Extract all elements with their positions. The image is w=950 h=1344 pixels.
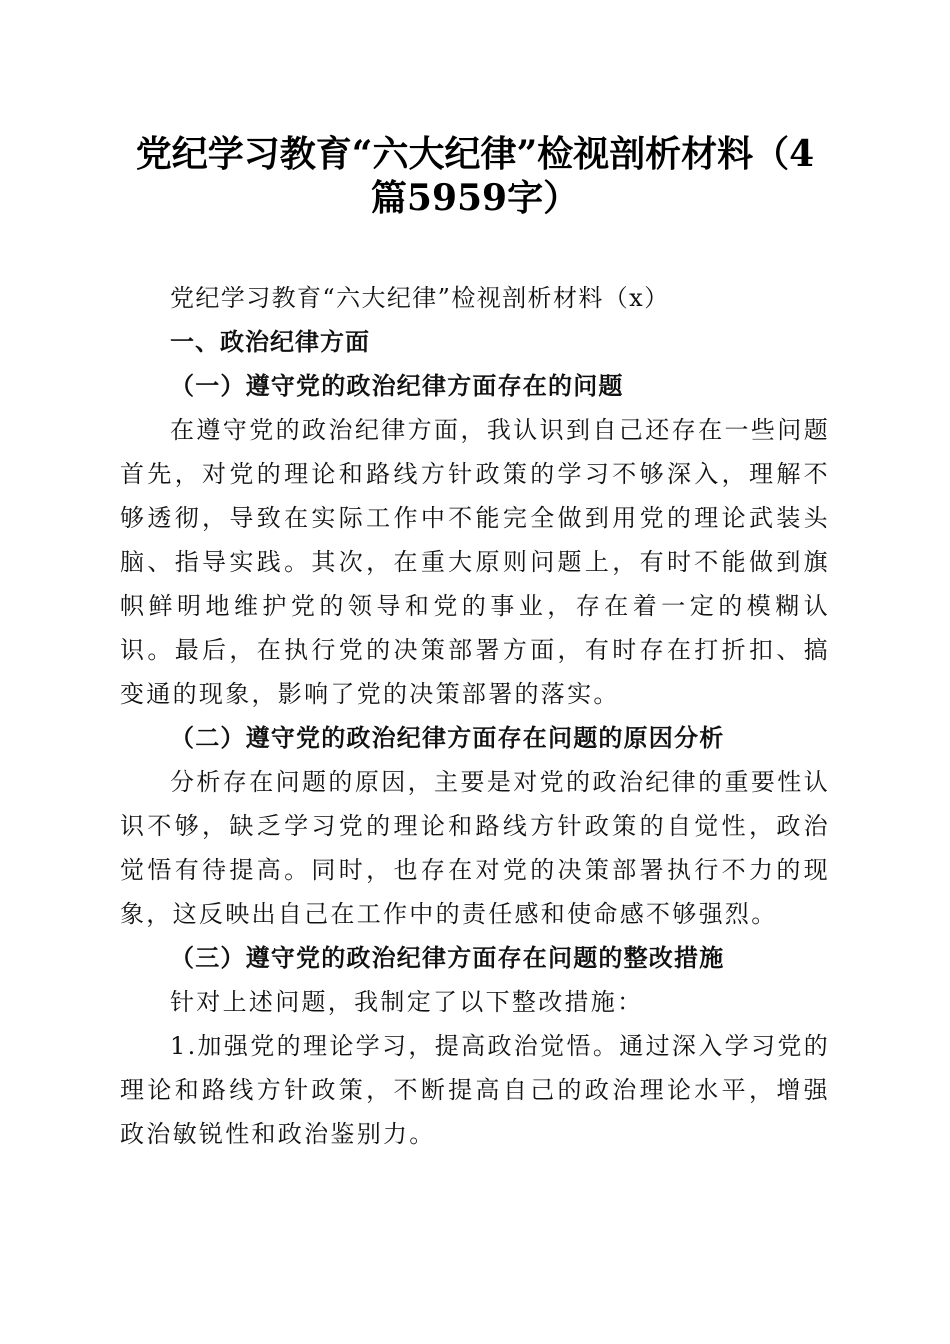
subsection-heading: （三）遵守党的政治纪律方面存在问题的整改措施 [170, 943, 725, 972]
document-title-line-2: 篇5959字） [370, 177, 580, 219]
document-title [120, 132, 830, 220]
subsection-heading: （二）遵守党的政治纪律方面存在问题的原因分析 [170, 723, 725, 752]
document-title-line-1: 党纪学习教育“六大纪律”检视剖析材料（4 [135, 133, 815, 175]
body-paragraph: 针对上述问题，我制定了以下整改措施： [170, 988, 644, 1016]
document-body [120, 276, 830, 1156]
document-subtitle: 党纪学习教育“六大纪律”检视剖析材料（x） [170, 284, 670, 312]
body-paragraph: 1.加强党的理论学习，提高政治觉悟。通过深入学习党的理论和路线方针政策，不断提高自己的政治理论水平，增强政治敏锐性和政治鉴别力。 [120, 1032, 830, 1148]
body-paragraph: 分析存在问题的原因，主要是对党的政治纪律的重要性认识不够，缺乏学习党的理论和路线方针政策的自觉性，政治觉悟有待提高。同时，也存在对党的决策部署执行不力的现象，这反映出自己在工作中的责任感和使命感不够强烈。 [120, 768, 830, 928]
section-heading: 一、政治纪律方面 [170, 328, 370, 356]
body-paragraph: 在遵守党的政治纪律方面，我认识到自己还存在一些问题首先，对党的理论和路线方针政策的学习不够深入，理解不够透彻，导致在实际工作中不能完全做到用党的理论武装头脑、指导实践。其次，在重大原则问题上，有时不能做到旗帜鲜明地维护党的领导和党的事业，存在着一定的模糊认识。最后，在执行党的决策部署方面，有时存在打折扣、搞变通的现象，影响了党的决策部署的落实。 [120, 416, 830, 708]
subsection-heading: （一）遵守党的政治纪律方面存在的问题 [170, 371, 624, 400]
